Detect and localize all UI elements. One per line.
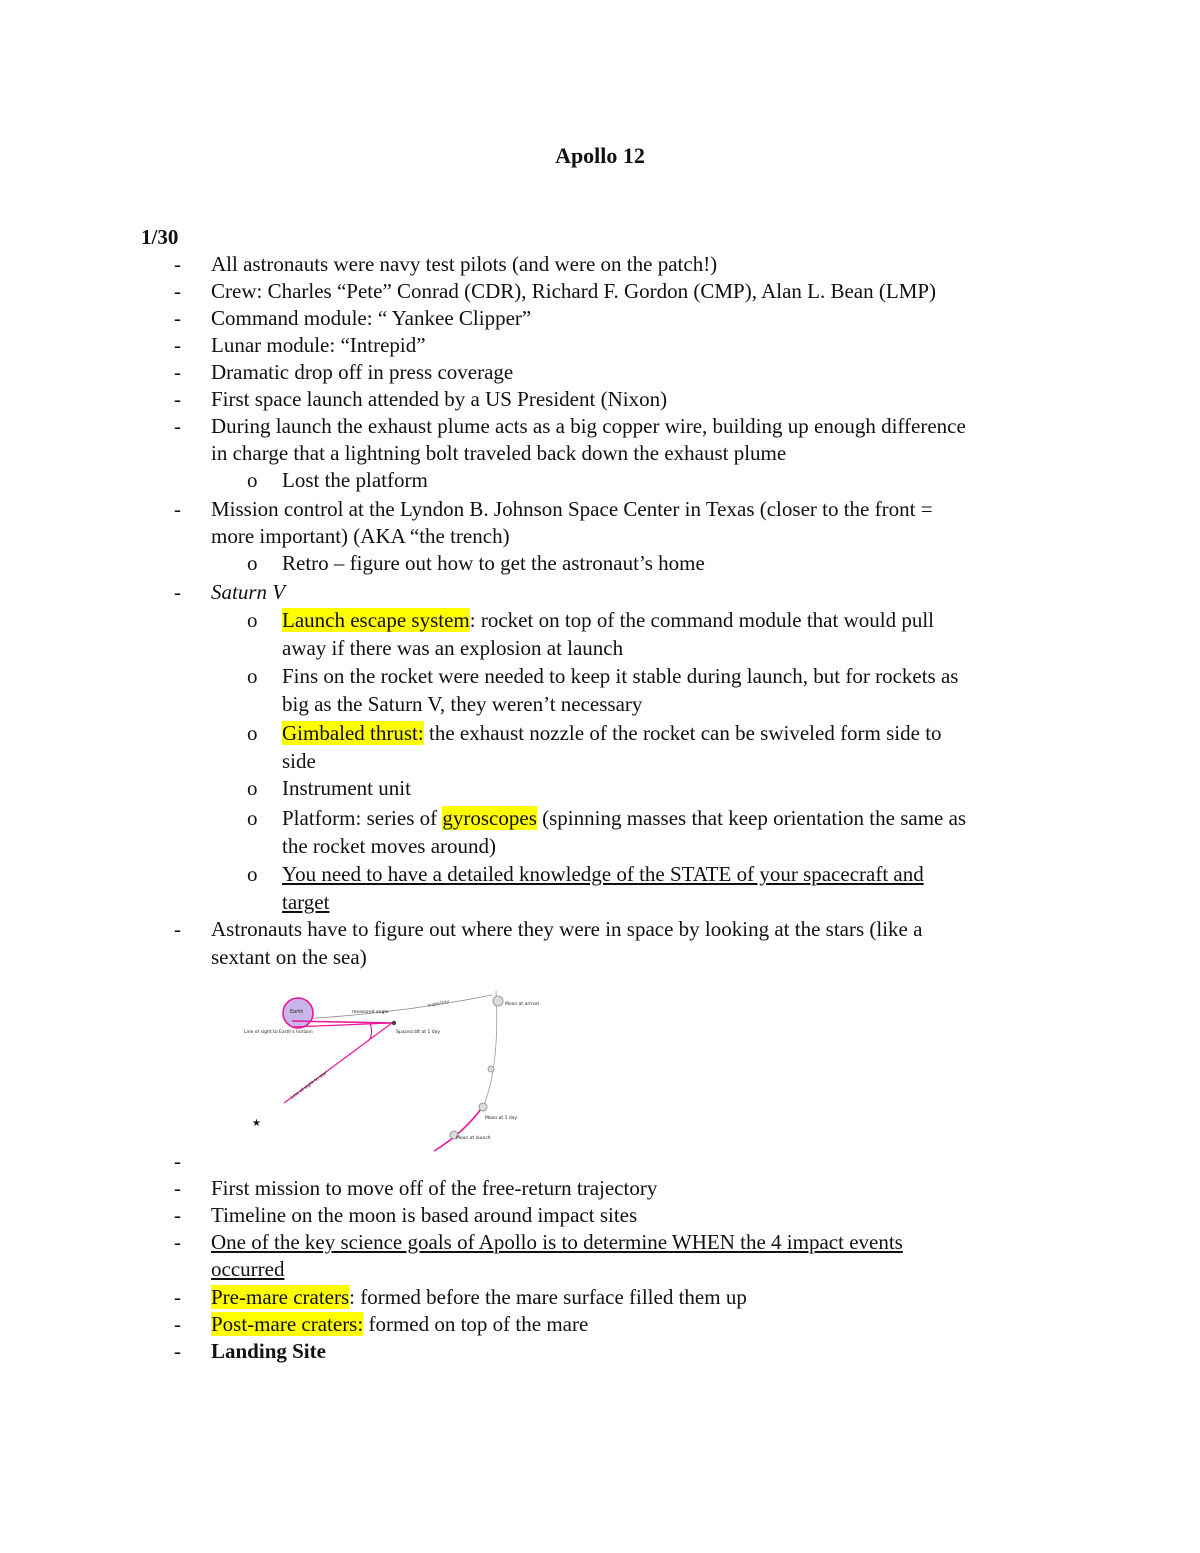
bullet-dash: - xyxy=(174,387,181,411)
moon-mid-icon xyxy=(488,1066,494,1072)
list-item-free-return: First mission to move off of the free-return trajectory xyxy=(211,1176,658,1200)
list-item-press: Dramatic drop off in press coverage xyxy=(211,360,514,384)
sub-item-gimbaled: Gimbaled thrust: the exhaust nozzle of the rocket can be swiveled form side to xyxy=(282,721,942,745)
navigation-diagram xyxy=(232,983,539,1153)
bullet-dash: - xyxy=(174,414,181,438)
label-earth: Earth xyxy=(290,1009,304,1015)
moon-arrival-icon xyxy=(493,996,503,1006)
bullet-dash: - xyxy=(174,279,181,303)
sub-item-platform: Platform: series of gyroscopes (spinning masses that keep orientation the same as xyxy=(282,806,967,830)
spacecraft-marker xyxy=(392,1021,396,1025)
bullet-circle: o xyxy=(247,608,258,632)
sub-item-launch-escape: Launch escape system: rocket on top of the command module that would pull xyxy=(282,608,935,632)
highlight-term: Pre-mare craters xyxy=(211,1285,350,1309)
sub-item-state-cont: target xyxy=(282,890,330,914)
list-item-timeline: Timeline on the moon is based around impact sites xyxy=(211,1203,638,1227)
moon-1day-icon xyxy=(479,1103,487,1111)
bullet-dash: - xyxy=(174,252,181,276)
moon-orbit-traveled xyxy=(434,1105,484,1151)
label-moon-launch: Moon at launch xyxy=(456,1136,491,1141)
bullet-dash: - xyxy=(174,1285,181,1309)
label-line-horizon: Line of sight to Earth's horizon xyxy=(244,1030,313,1035)
list-item-saturn-v: Saturn V xyxy=(211,580,286,604)
highlight-term: Post-mare craters: xyxy=(211,1312,364,1336)
bullet-circle: o xyxy=(247,806,258,830)
sub-item-launch-escape-cont: away if there was an explosion at launch xyxy=(282,636,624,660)
list-item-lunar-module: Lunar module: “Intrepid” xyxy=(211,333,426,357)
list-item-stars-cont: sextant on the sea) xyxy=(211,945,367,969)
list-item-post-mare: Post-mare craters: formed on top of the mare xyxy=(211,1312,589,1336)
bullet-dash: - xyxy=(174,333,181,357)
sub-item-gimbaled-cont: side xyxy=(282,749,316,773)
star-icon: ★ xyxy=(252,1118,261,1129)
bullet-circle: o xyxy=(247,664,258,688)
bullet-dash: - xyxy=(174,1339,181,1363)
bullet-dash: - xyxy=(174,1149,181,1173)
trajectory-line xyxy=(302,995,492,1019)
bullet-circle: o xyxy=(247,721,258,745)
list-item-science-goals: One of the key science goals of Apollo is to determine WHEN the 4 impact events xyxy=(211,1230,903,1254)
bullet-dash: - xyxy=(174,306,181,330)
list-item-lightning-cont: in charge that a lightning bolt traveled back down the exhaust plume xyxy=(211,441,787,465)
bullet-dash: - xyxy=(174,580,181,604)
bullet-dash: - xyxy=(174,497,181,521)
label-trajectory: trajectory xyxy=(427,999,450,1009)
bullet-dash: - xyxy=(174,1312,181,1336)
bullet-circle: o xyxy=(247,862,258,886)
list-item-mission-control-cont: more important) (AKA “the trench) xyxy=(211,524,510,548)
list-item-science-goals-cont: occurred xyxy=(211,1257,285,1281)
list-item-landing-site: Landing Site xyxy=(211,1339,326,1363)
list-item-lightning: During launch the exhaust plume acts as a big copper wire, building up enough difference xyxy=(211,414,966,438)
sub-item-instrument-unit: Instrument unit xyxy=(282,776,411,800)
sub-item-platform-cont: the rocket moves around) xyxy=(282,834,497,858)
list-item-command-module: Command module: “ Yankee Clipper” xyxy=(211,306,532,330)
list-item-pre-mare: Pre-mare craters: formed before the mare surface filled them up xyxy=(211,1285,747,1309)
label-line-star: Line of sight to star xyxy=(290,1070,329,1101)
list-item-stars: Astronauts have to figure out where they were in space by looking at the stars (like a xyxy=(211,917,923,941)
list-item-crew: Crew: Charles “Pete” Conrad (CDR), Richard F. Gordon (CMP), Alan L. Bean (LMP) xyxy=(211,279,937,303)
label-moon-arrival: Moon at arrival xyxy=(505,1002,539,1007)
highlight-term: gyroscopes xyxy=(442,806,537,830)
bullet-dash: - xyxy=(174,1176,181,1200)
sub-item-platform-lost: Lost the platform xyxy=(282,468,428,492)
page-title: Apollo 12 xyxy=(555,143,645,168)
bullet-dash: - xyxy=(174,360,181,384)
date-heading: 1/30 xyxy=(141,225,179,249)
list-item-president: First space launch attended by a US President (Nixon) xyxy=(211,387,668,411)
sub-item-fins: Fins on the rocket were needed to keep it stable during launch, but for rockets as xyxy=(282,664,959,688)
label-measured-angle: measured angle xyxy=(352,1010,389,1015)
sub-item-state: You need to have a detailed knowledge of the STATE of your spacecraft and xyxy=(282,862,924,886)
bullet-dash: - xyxy=(174,1203,181,1227)
label-spacecraft: Spacecraft at 1 day xyxy=(396,1030,441,1035)
highlight-term: Launch escape system xyxy=(282,608,470,632)
bullet-circle: o xyxy=(247,468,258,492)
list-item-crew-navy: All astronauts were navy test pilots (and were on the patch!) xyxy=(211,252,718,276)
moon-orbit-line xyxy=(484,991,497,1105)
sub-item-fins-cont: big as the Saturn V, they weren’t necessary xyxy=(282,692,643,716)
list-item-mission-control: Mission control at the Lyndon B. Johnson Space Center in Texas (closer to the front = xyxy=(211,497,933,521)
sub-item-retro: Retro – figure out how to get the astronaut’s home xyxy=(282,551,705,575)
bullet-dash: - xyxy=(174,1230,181,1254)
bullet-circle: o xyxy=(247,551,258,575)
bullet-dash: - xyxy=(174,917,181,941)
bullet-circle: o xyxy=(247,776,258,800)
highlight-term: Gimbaled thrust: xyxy=(282,721,424,745)
label-moon-1day: Moon at 1 day xyxy=(485,1116,518,1121)
